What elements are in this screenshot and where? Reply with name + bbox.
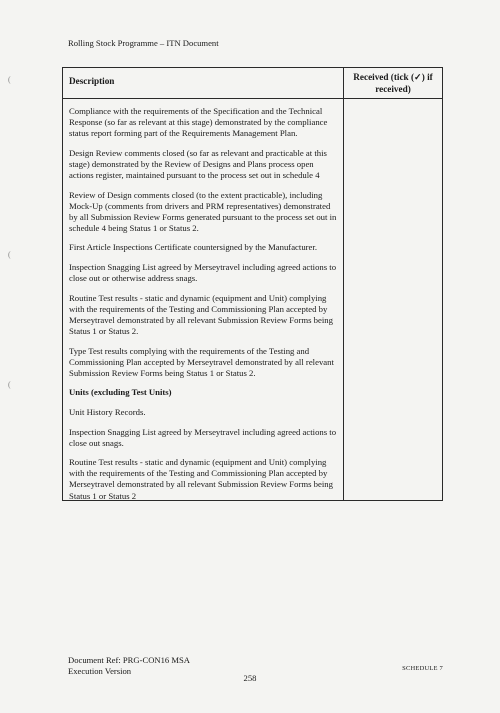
column-header-received: Received (tick (✓) if received): [353, 72, 433, 94]
header-divider: [63, 98, 442, 99]
page-number: 258: [243, 673, 257, 683]
table-row: Type Test results complying with the requirements of the Testing and Commissioning Plan accepted by Merseytravel demonstrated by all relevant Submission Review Forms being Status 1 or Status 2.: [69, 345, 334, 378]
requirements-table: [62, 67, 443, 501]
punch-hole-mark: (: [8, 75, 11, 84]
column-divider: [343, 68, 344, 500]
table-row: First Article Inspections Certificate countersigned by the Manufacturer.: [69, 242, 317, 253]
table-row: Routine Test results - static and dynamic (equipment and Unit) complying with the requirements of the Testing and Commissioning Plan accepted by Merseytravel demonstrated by all relevant Submission Review Forms being Status 1 or Status 2: [69, 457, 333, 501]
table-row: Design Review comments closed (so far as relevant and practicable at this stage) demonstrated by the Review of Designs and Plans process open actions register, maintained pursuant to the process set out in schedule 4: [69, 147, 327, 180]
punch-hole-mark: (: [8, 380, 11, 389]
document-header: Rolling Stock Programme – ITN Document: [68, 38, 219, 48]
table-row: Inspection Snagging List agreed by Merseytravel including agreed actions to close out snags.: [69, 426, 337, 448]
schedule-label: SCHEDULE 7: [402, 665, 443, 672]
table-row: Compliance with the requirements of the Specification and the Technical Response (so far as relevant at this stage) demonstrated by the compliance status report forming part of the Requirements Management Plan.: [69, 106, 328, 139]
table-row: Routine Test results - static and dynamic (equipment and Unit) complying with the requirements of the Testing and Commissioning Plan accepted by Merseytravel demonstrated by all relevant Submission Review Forms being Status 1 or Status 2.: [69, 292, 333, 336]
table-row: Inspection Snagging List agreed by Merseytravel including agreed actions to close out or otherwise address snags.: [69, 262, 337, 284]
description-rows: [69, 106, 337, 510]
punch-hole-mark: (: [8, 250, 11, 259]
column-header-description: Description: [69, 76, 115, 86]
table-row: Unit History Records.: [69, 406, 146, 417]
table-row: Review of Design comments closed (to the extent practicable), including Mock-Up (comments from drivers and PRM representatives) demonstrated by all Submission Review Forms generated pursuant to the process set out in schedule 4 being Status 1 or Status 2.: [69, 189, 337, 233]
document-ref: Document Ref: PRG-CON16 MSA: [68, 655, 190, 665]
section-heading-units: Units (excluding Test Units): [69, 387, 172, 398]
execution-version: Execution Version: [68, 665, 132, 676]
